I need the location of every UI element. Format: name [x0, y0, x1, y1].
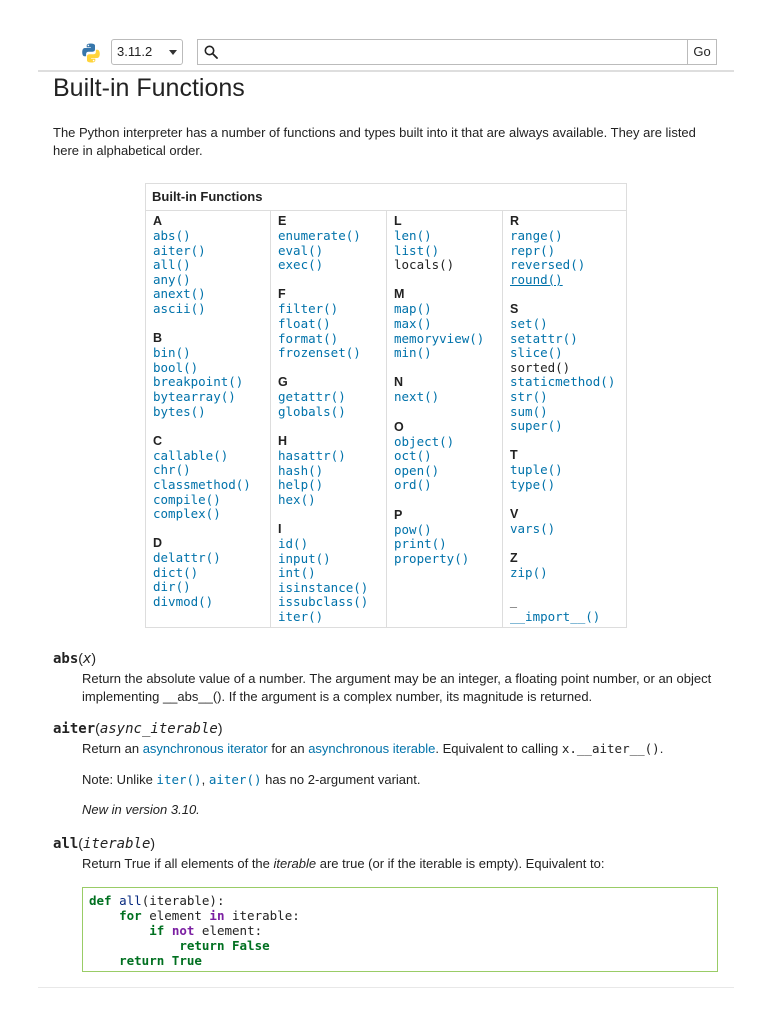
group-spacer	[278, 420, 379, 435]
inline-code: __abs__()	[162, 689, 222, 704]
index-letter-heading: V	[510, 507, 519, 522]
index-letter-heading: E	[278, 214, 287, 228]
group-spacer	[510, 581, 619, 596]
function-link[interactable]: callable()	[153, 447, 229, 463]
code-keyword: for	[119, 908, 142, 923]
function-link[interactable]: object()	[394, 433, 455, 449]
function-link[interactable]: slice()	[510, 345, 563, 361]
function-link[interactable]: enumerate()	[278, 228, 361, 243]
aiter-link[interactable]: aiter()	[208, 772, 262, 787]
code-keyword: return	[179, 938, 225, 953]
true-literal: True	[124, 856, 151, 871]
paren-close: )	[150, 835, 156, 851]
function-link[interactable]: delattr()	[153, 550, 221, 566]
function-link[interactable]: complex()	[153, 506, 221, 522]
function-link[interactable]: filter()	[278, 301, 339, 317]
function-link[interactable]: ascii()	[153, 300, 206, 316]
function-link[interactable]: bytearray()	[153, 388, 236, 404]
index-column-a-d	[146, 211, 270, 627]
python-logo-icon[interactable]	[80, 42, 102, 64]
index-letter-heading: N	[394, 375, 404, 390]
group-spacer	[510, 287, 619, 302]
function-link[interactable]: int()	[278, 565, 316, 581]
group-spacer	[510, 493, 619, 508]
function-link[interactable]: bin()	[153, 345, 191, 361]
group-spacer	[153, 419, 263, 434]
group-spacer	[278, 361, 379, 376]
function-link[interactable]: dir()	[153, 579, 191, 595]
code-text: element	[141, 908, 210, 923]
search-icon	[204, 45, 218, 59]
function-link[interactable]: bytes()	[153, 403, 206, 419]
code-keyword: not	[171, 923, 195, 938]
function-link[interactable]: format()	[278, 330, 339, 346]
function-link[interactable]: len()	[394, 228, 432, 243]
function-link[interactable]: tuple()	[510, 462, 563, 478]
function-link[interactable]: repr()	[510, 242, 556, 258]
index-letter-heading: A	[153, 214, 163, 228]
group-spacer	[394, 405, 495, 420]
function-link[interactable]: issubclass()	[278, 594, 369, 610]
search-box	[197, 39, 687, 65]
function-link[interactable]: reversed()	[510, 257, 586, 273]
index-letter-heading: O	[394, 419, 404, 434]
paren-open: (	[95, 720, 100, 736]
aiter-note	[82, 771, 722, 789]
index-column-l-p	[386, 211, 502, 627]
paren-close: )	[217, 720, 223, 736]
function-link[interactable]: float()	[278, 315, 331, 331]
function-name[interactable]: abs	[53, 651, 79, 667]
desc-text: . If the argument is a complex number, its magnitude is returned.	[221, 689, 593, 704]
group-spacer	[153, 317, 263, 332]
index-letter-heading: B	[153, 331, 163, 346]
desc-text: Return	[82, 856, 125, 871]
function-link[interactable]: input()	[278, 550, 331, 566]
index-caption: Built-in Functions	[146, 184, 626, 211]
function-link[interactable]: hash()	[278, 462, 324, 478]
function-link[interactable]: super()	[510, 418, 563, 434]
function-link[interactable]: hasattr()	[278, 448, 346, 464]
code-function-name: all	[119, 893, 142, 908]
function-name[interactable]: aiter	[53, 721, 96, 737]
intro-paragraph: The Python interpreter has a number of functions and types built into it that are always available. They are listed here in alphabetical order.	[53, 125, 696, 158]
function-link[interactable]: __import__()	[510, 609, 601, 625]
function-link[interactable]: map()	[394, 301, 432, 317]
aiter-version-note: New in version 3.10.	[82, 802, 200, 817]
function-link[interactable]: memoryview()	[394, 330, 485, 346]
desc-text: .	[659, 741, 664, 756]
chevron-down-icon	[169, 50, 177, 55]
function-link[interactable]: breakpoint()	[153, 374, 244, 390]
function-link[interactable]: any()	[153, 271, 191, 287]
builtin-functions-index	[145, 183, 627, 628]
function-link[interactable]: vars()	[510, 521, 556, 537]
aiter-description	[82, 740, 722, 758]
function-param: iterable	[82, 836, 151, 852]
function-link[interactable]: pow()	[394, 521, 432, 537]
index-letter-heading: P	[394, 507, 403, 522]
function-link[interactable]: chr()	[153, 462, 191, 478]
note-text: Note: Unlike	[82, 772, 157, 787]
function-link[interactable]: classmethod()	[153, 476, 251, 492]
paren-close: )	[91, 650, 97, 666]
aiter-signature	[53, 720, 223, 737]
function-link[interactable]: setattr()	[510, 330, 578, 346]
code-indent	[89, 953, 119, 968]
function-link[interactable]: exec()	[278, 257, 324, 273]
note-text: ,	[201, 772, 209, 787]
desc-text: . Equivalent to calling	[435, 741, 562, 756]
index-letter-heading: F	[278, 287, 286, 302]
code-indent	[89, 938, 179, 953]
code-constant: True	[171, 953, 202, 968]
divider	[38, 987, 734, 988]
paren-open: (	[78, 835, 83, 851]
group-spacer	[153, 522, 263, 537]
code-indent	[89, 923, 149, 938]
inline-code: x.__aiter__()	[561, 741, 660, 756]
desc-text: if all elements of the	[150, 856, 274, 871]
function-link[interactable]: all()	[153, 257, 191, 273]
code-text: element:	[194, 923, 263, 938]
code-keyword: in	[209, 908, 225, 923]
function-link: sorted()	[510, 359, 571, 375]
note-text: has no 2-argument variant.	[261, 772, 421, 787]
function-link[interactable]: round()	[510, 271, 563, 287]
function-link[interactable]: frozenset()	[278, 345, 361, 361]
function-link[interactable]: id()	[278, 536, 309, 552]
group-spacer	[394, 361, 495, 376]
function-link[interactable]: getattr()	[278, 389, 346, 405]
function-link[interactable]: iter()	[278, 609, 324, 625]
group-spacer	[394, 493, 495, 508]
code-keyword: return	[119, 953, 165, 968]
index-letter-heading: R	[510, 214, 520, 228]
function-link[interactable]: dict()	[153, 564, 199, 580]
function-link[interactable]: max()	[394, 315, 432, 331]
paren-open: (	[78, 650, 83, 666]
index-letter-heading: S	[510, 301, 519, 316]
group-spacer	[510, 537, 619, 552]
function-link[interactable]: globals()	[278, 403, 346, 419]
function-link: locals()	[394, 257, 455, 273]
function-link[interactable]: help()	[278, 477, 324, 493]
index-letter-heading: H	[278, 434, 288, 449]
group-spacer	[394, 273, 495, 288]
all-signature	[53, 835, 155, 852]
code-constant: False	[232, 938, 270, 953]
code-keyword: def	[89, 893, 112, 908]
page-title: Built-in Functions	[53, 74, 245, 102]
function-link[interactable]: isinstance()	[278, 579, 369, 595]
desc-text: for an	[267, 741, 309, 756]
function-link[interactable]: oct()	[394, 448, 432, 464]
code-indent	[89, 908, 119, 923]
async-iterable-link[interactable]: asynchronous iterable	[308, 741, 436, 756]
function-link[interactable]: compile()	[153, 491, 221, 507]
function-link[interactable]: range()	[510, 228, 563, 243]
divider	[38, 70, 734, 72]
group-spacer	[278, 273, 379, 288]
function-name[interactable]: all	[53, 836, 79, 852]
function-link[interactable]: open()	[394, 462, 440, 478]
function-link[interactable]: abs()	[153, 228, 191, 243]
function-link[interactable]: aiter()	[153, 242, 206, 258]
index-letter-heading: C	[153, 433, 163, 448]
code-text: (iterable):	[141, 893, 225, 908]
index-column-r-z	[502, 211, 626, 627]
all-description	[82, 855, 722, 873]
function-param: x	[82, 651, 92, 667]
function-link[interactable]: divmod()	[153, 594, 214, 610]
iterable-term: iterable	[273, 856, 317, 871]
function-link[interactable]: ord()	[394, 477, 432, 493]
group-spacer	[278, 508, 379, 523]
index-letter-heading: D	[153, 536, 163, 551]
index-letter-heading: I	[278, 522, 282, 537]
code-text: iterable:	[224, 908, 300, 923]
group-spacer	[510, 434, 619, 449]
index-letter-heading: Z	[510, 551, 518, 566]
async-iterator-link[interactable]: asynchronous iterator	[142, 741, 268, 756]
top-bar	[0, 0, 768, 72]
index-letter-heading: M	[394, 287, 405, 302]
code-keyword: if	[149, 923, 165, 938]
abs-description	[82, 670, 722, 706]
desc-text: Return an	[82, 741, 143, 756]
function-link[interactable]: list()	[394, 242, 440, 258]
version-select-value: 3.11.2	[117, 44, 153, 59]
all-code-example	[82, 887, 718, 972]
function-link[interactable]: type()	[510, 476, 556, 492]
function-link[interactable]: next()	[394, 389, 440, 405]
index-letter-heading: L	[394, 214, 402, 228]
version-select[interactable]	[111, 39, 183, 65]
function-link[interactable]: hex()	[278, 491, 316, 507]
index-letter-heading: T	[510, 448, 518, 463]
go-button[interactable]: Go	[687, 39, 717, 65]
function-link[interactable]: zip()	[510, 565, 548, 581]
function-link[interactable]: str()	[510, 388, 548, 404]
function-param: async_iterable	[99, 721, 218, 737]
function-link[interactable]: staticmethod()	[510, 374, 616, 390]
abs-signature	[53, 650, 96, 667]
function-link[interactable]: sum()	[510, 403, 548, 419]
search-input[interactable]	[222, 41, 682, 63]
index-letter-heading: G	[278, 375, 288, 390]
iter-link[interactable]: iter()	[156, 772, 202, 787]
index-letter-heading: _	[510, 595, 517, 610]
function-link[interactable]: property()	[394, 550, 470, 566]
function-link[interactable]: print()	[394, 536, 447, 552]
index-column-e-i	[270, 211, 386, 627]
function-link[interactable]: set()	[510, 315, 548, 331]
desc-text: are true (or if the iterable is empty). Equivalent to:	[316, 856, 605, 871]
function-link[interactable]: anext()	[153, 286, 206, 302]
function-link[interactable]: eval()	[278, 242, 324, 258]
function-link[interactable]: min()	[394, 345, 432, 361]
function-link[interactable]: bool()	[153, 359, 199, 375]
desc-text: Return the absolute value of a number. The argument may be an integer, a floating point number, or an object implementing	[82, 671, 712, 704]
